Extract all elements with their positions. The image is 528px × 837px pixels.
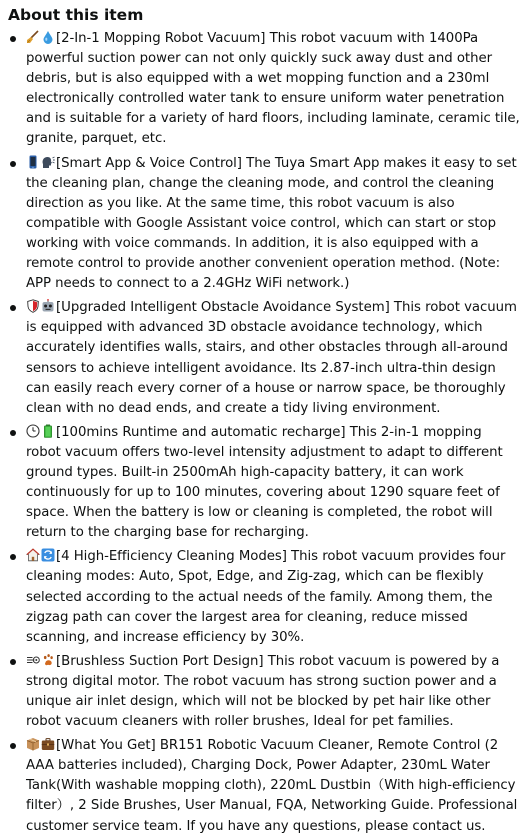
list-item [8, 652, 520, 732]
list-item [8, 29, 520, 150]
bullet-dot [10, 554, 16, 560]
bullet-text: [Brushless Suction Port Design] This robot vacuum is powered by a strong digital motor. The robot vacuum has strong suction power and a unique air inlet design, which will not be blocked by pet hair like other robot vacuum cleaners with roller brushes, Ideal for pet families. [26, 653, 500, 730]
list-item [8, 154, 520, 295]
bullet-text: [2-In-1 Mopping Robot Vacuum] This robot vacuum with 1400Pa powerful suction power can not only quickly suck away dust and other debris, but is also equipped with a wet mopping function and a 230ml electronically controlled water tank to ensure uniform water penetration and is suitable for a variety of hard floors, including laminate, ceramic tile, granite, parquet, etc. [26, 31, 520, 147]
shield-icon [26, 299, 40, 313]
list-item [8, 423, 520, 544]
bullet-dot [10, 430, 16, 436]
list-item [8, 547, 520, 647]
feature-bullet-list [8, 29, 520, 837]
house-icon [26, 548, 40, 562]
list-item [8, 736, 520, 836]
list-item [8, 298, 520, 419]
bullet-text: [100mins Runtime and automatic recharge] This 2-in-1 mopping robot vacuum offers two-level intensity adjustment to adapt to different ground types. Built-in 2500mAh high-capacity battery, it can work continuously for up to 100 minutes, covering about 1290 square feet of space. When the battery is low or cleaning is completed, the robot will return to the charging base for recharging. [26, 424, 503, 541]
bullet-text: [Upgraded Intelligent Obstacle Avoidance System] This robot vacuum is equipped with advanced 3D obstacle avoidance technology, which accurately identifies walls, stairs, and other obstacles through all-around sensors to achieve intelligent avoidance. Its 2.87-inch ultra-thin design can easily reach every corner of a house or narrow space, be thoroughly clean with no dead ends, and create a tidy living environment. [26, 300, 517, 416]
bullet-text: [Smart App & Voice Control] The Tuya Smart App makes it easy to set the cleaning plan, change the cleaning mode, and control the cleaning direction as you like. At the same time, this robot vacuum is also compatible with Google Assistant voice control, which can start or stop working with voice commands. In addition, it is also equipped with a remote control to provide another convenient operation method. (Note: APP needs to connect to a 2.4GHz WiFi network.) [26, 155, 517, 292]
robot-face-icon [41, 299, 55, 313]
speaking-head-icon [41, 155, 55, 169]
bullet-text: [4 High-Efficiency Cleaning Modes] This robot vacuum provides four cleaning modes: Auto, Spot, Edge, and Zig-zag, which can be flexibly selected according to the actual needs of the family. Among them, the zigzag path can cover the largest area for cleaning, reduce missed scanning, and increase efficiency by 30%. [26, 549, 506, 645]
bullet-dot [10, 743, 16, 749]
refresh-icon [41, 548, 55, 562]
bullet-dot [10, 659, 16, 665]
package-icon [26, 737, 40, 751]
broom-icon [26, 30, 40, 44]
suction-port-icon [26, 653, 40, 667]
battery-icon [41, 424, 55, 438]
bullet-dot [10, 305, 16, 311]
mobile-phone-icon [26, 155, 40, 169]
section-title: About this item [8, 6, 144, 24]
briefcase-icon [41, 737, 55, 751]
bullet-dot [10, 161, 16, 167]
bullet-dot [10, 36, 16, 42]
paw-prints-icon [41, 653, 55, 667]
water-drop-icon [41, 30, 55, 44]
clock-icon [26, 424, 40, 438]
bullet-text: [What You Get] BR151 Robotic Vacuum Cleaner, Remote Control (2 AAA batteries included), Charging Dock, Power Adapter, 230mL Water Tank(With washable mopping cloth), 220mL Dustbin（With high-efficiency filter）, 2 Side Brushes, User Manual, FQA, Networking Guide. Professional customer service team. If you have any questions, please contact us. [26, 738, 518, 834]
